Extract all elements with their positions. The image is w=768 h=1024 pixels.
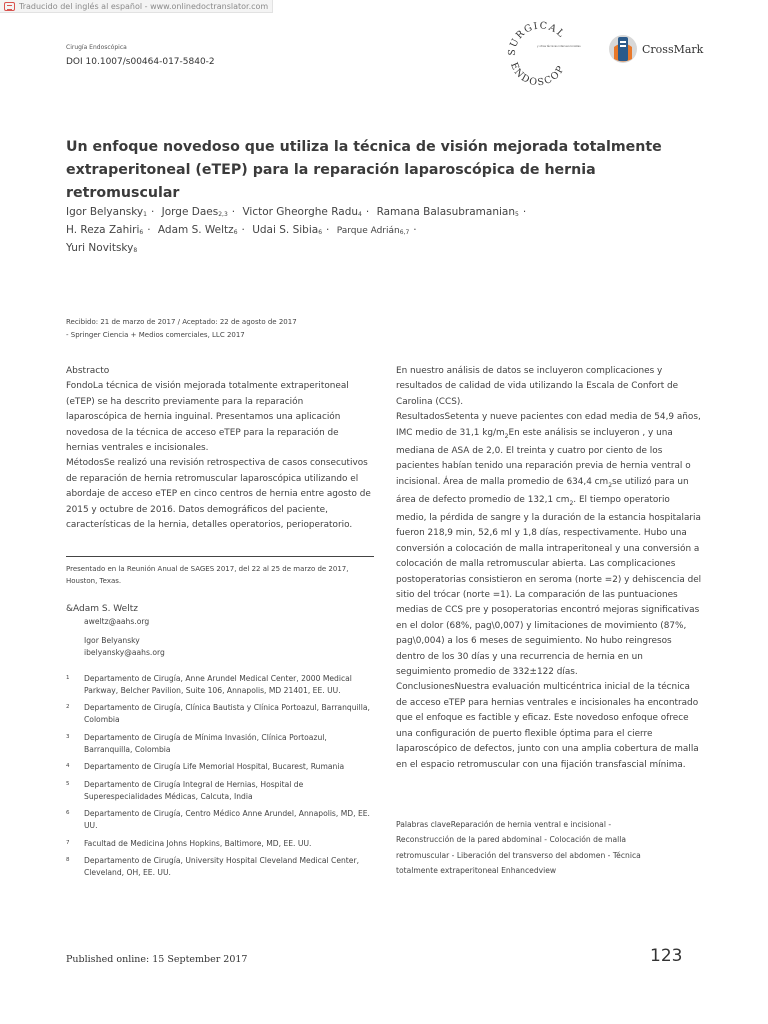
presented-line: Presentado en la Reunión Anual de SAGES 2017, del 22 al 25 de marzo de 2017, [66,565,349,573]
author[interactable]: Ramana Balasubramanian [376,206,516,218]
footnote-divider [66,556,374,557]
corresponding-contacts [66,603,374,659]
author-affiliation-mark: 6,7 [399,229,410,236]
author-affiliation-mark: 5 [515,211,519,218]
author-separator: · [147,224,151,236]
article-title [66,136,706,205]
abstract-line: seguimiento promedio de 332±122 días. [396,667,578,678]
title-line-1: Un enfoque novedoso que utiliza la técnica de visión mejorada totalmente [66,139,662,155]
abstract-line: 2015 y octubre de 2016. Datos demográficos del paciente, [66,504,328,515]
author-affiliation-mark: 6 [318,229,323,236]
surgical-endoscopy-logo-icon [505,20,605,90]
author-separator: · [522,206,527,218]
affiliation-item [66,761,374,773]
affiliation-number: 6 [66,810,70,817]
affiliation-number: 2 [66,704,70,711]
affiliation-item [66,808,374,831]
abstract-line: una configuración de puerto flexible óptima para el cierre [396,728,653,739]
translator-banner[interactable] [0,0,273,13]
abstract-line: fueron 218,9 min, 52,6 ml y 1,8 días, respectivamente. Hubo una [396,528,687,539]
contact-name: Igor Belyansky [84,636,140,645]
abstract-line: Carolina (CCS). [396,396,464,407]
text-run: se utilizó para un [612,476,689,487]
abstract-line: de reparación de hernia retromuscular laparoscópica utilizando el [66,473,359,484]
doi: DOI 10.1007/s00464-017-5840-2 [66,57,215,67]
author-affiliation-mark: 1 [143,211,147,218]
author-separator: · [326,224,330,236]
abstract-line: novedosa de la técnica de acceso eTEP para la reparación de [66,427,339,438]
abstract-line: medias de CCS pre y posoperatorias encontró mejoras significativas [396,605,700,616]
abstract-line: laparoscópico de defectos, junto con una amplia cobertura de malla [396,744,699,755]
crossmark-label: CrossMark [642,42,704,56]
abstract-line [396,493,708,511]
translator-link[interactable]: Traducido del inglés al español - www.onlinedoctranslator.com [19,1,269,11]
abstract-line: En nuestro análisis de datos se incluyeron complicaciones y [396,366,663,376]
affiliation-number: 4 [66,763,70,770]
received-dates [66,316,297,342]
abstract-line: ResultadosSetenta y nueve pacientes con edad media de 54,9 años, [396,412,701,423]
journal-name: Cirugía Endoscópica [66,44,127,51]
author[interactable]: Victor Gheorghe Radu [242,206,359,218]
author-affiliation-mark: 6 [233,229,238,236]
text-run: incisional. Área de malla promedio de 634,4 cm [396,476,609,487]
logo-bottom-text: ENDOSCOP [507,60,568,89]
superscript: 2 [569,499,574,507]
affiliation-text: Departamento de Cirugía, Centro Médico Anne Arundel, Annapolis, MD, EE. UU. [84,809,370,831]
text-run: . El tiempo operatorio [573,494,670,505]
author-affiliation-mark: 6 [139,229,144,236]
abstract-line [396,475,708,493]
affiliation-item [66,702,374,725]
affiliation-number: 8 [66,857,70,864]
abstract-line: que el enfoque es factible y eficaz. Este novedoso enfoque ofrece [396,713,689,724]
abstract-line: laparoscópica de hernia inguinal. Presentamos una aplicación [66,412,341,423]
author-affiliation-mark: 4 [358,211,362,218]
svg-text:SURGICAL [507,20,567,56]
abstract-line: pag\0,004) a los 6 meses de seguimiento. No hubo reingresos [396,636,672,647]
affiliation-text: Departamento de Cirugía Life Memorial Hospital, Bucarest, Rumania [84,762,345,772]
journal-logo [505,20,605,90]
author[interactable]: Yuri Novitsky [66,242,134,254]
affiliation-number: 3 [66,733,70,740]
author-separator: · [413,224,417,236]
presented-note [66,563,366,587]
author-separator: · [150,206,155,218]
logo-tagline: y otras técnicas intervencionistas [537,45,581,48]
affiliation-number: 5 [66,780,70,787]
abstract-line: medio, la pérdida de sangre y la duración de la estancia hospitalaria [396,513,701,523]
author[interactable]: Igor Belyansky [66,206,144,218]
logo-top-text: SURGICAL [506,20,568,57]
abstract-line: mediana de ASA de 2,0. El treinta y cuatro por ciento de los [396,445,663,456]
crossmark-badge[interactable] [608,33,703,65]
crossmark-icon [608,33,638,65]
abstract-line [396,426,708,444]
abstract-left-column [66,364,374,533]
superscript: 2 [608,481,613,489]
abstract-heading: Abstracto [66,366,110,376]
author[interactable]: Parque Adrián [336,226,400,236]
author[interactable]: Udai S. Sibia [252,224,319,236]
abstract-line: MétodosSe realizó una revisión retrospectiva de casos consecutivos [66,458,368,469]
author-affiliation-mark: 2,3 [218,211,228,218]
email-link[interactable]: aweltz@aahs.org [84,617,150,626]
abstract-line: ConclusionesNuestra evaluación multicéntrica inicial de la técnica [396,682,690,693]
affiliation-text: Departamento de Cirugía Integral de Hernias, Hospital de Superespecialidades Médicas, Calcuta, India [84,779,304,801]
affiliation-text: Departamento de Cirugía, Anne Arundel Medical Center, 2000 Medical Parkway, Belcher Pavilion, Suite 106, Annapolis, MD 21401, EE. UU. [84,674,352,695]
author-affiliation-mark: 8 [133,247,138,254]
affiliation-text: Facultad de Medicina Johns Hopkins, Baltimore, MD, EE. UU. [84,838,312,848]
author[interactable]: Adam S. Weltz [157,224,234,236]
published-date: Published online: 15 September 2017 [66,954,248,965]
presented-line: Houston, Texas. [66,577,122,585]
copyright-line: - Springer Ciencia + Medios comerciales, LLC 2017 [66,331,245,339]
affiliation-text: Departamento de Cirugía, Clínica Bautista y Clínica Portoazul, Barranquilla, Colombia [84,703,370,725]
abstract-line: colocación de malla retromuscular abierta. Las complicaciones [396,559,676,570]
abstract-line: de acceso eTEP para hernias ventrales e incisionales ha encontrado [396,697,699,708]
author-separator: · [241,224,245,236]
author-separator: · [365,206,370,218]
affiliations-list [66,673,374,879]
affiliation-item [66,855,374,878]
author[interactable]: Jorge Daes [161,206,219,218]
keywords-line: Palabras claveReparación de hernia ventral e incisional - [396,820,612,829]
abstract-line: pacientes habían tenido una reparación previa de hernia ventral o [396,461,691,472]
title-line-2: extraperitoneal (eTEP) para la reparación laparoscópica de hernia retromuscular [66,162,596,201]
email-link[interactable]: ibelyansky@aahs.org [84,648,165,657]
abstract-line: resultados de calidad de vida utilizando la Escala de Confort de [396,381,679,392]
superscript: 2 [504,432,509,440]
text-run: IMC medio de 31,1 kg/m [396,427,505,438]
abstract-line: hernias ventrales e incisionales. [66,443,209,454]
keywords-line: totalmente extraperitoneal Enhancedview [396,866,557,876]
keywords-line: retromuscular - Liberación del transverso del abdomen - Técnica [396,850,641,860]
keywords [396,817,686,879]
text-run: En este análisis se incluyeron , y una [508,427,673,438]
text-run: área de defecto promedio de 132,1 cm [396,494,570,505]
abstract-line: en el espacio retromuscular con una fijación transfascial mínima. [396,759,686,770]
affiliation-item [66,779,374,802]
page-number: 123 [650,946,683,966]
abstract-line: sitio del trócar (norte =1). La comparación de las puntuaciones [396,590,678,601]
abstract-line: abordaje de acceso eTEP en cinco centros de hernia entre agosto de [66,489,371,500]
affiliation-item [66,673,374,696]
received-line: Recibido: 21 de marzo de 2017 / Aceptado: 22 de agosto de 2017 [66,318,297,326]
keywords-line: Reconstrucción de la pared abdominal - Colocación de malla [396,835,626,845]
author[interactable]: H. Reza Zahiri [66,224,140,236]
author-list [66,204,706,258]
corresponding-author: &Adam S. Weltz [66,604,138,614]
abstract-line: en el dolor (68%, pag\0,007) y limitaciones de movimiento (87%, [396,620,687,631]
affiliation-text: Departamento de Cirugía, University Hospital Cleveland Medical Center, Cleveland, OH, EE. UU. [84,856,359,878]
abstract-line: características de la hernia, detalles operatorios, perioperatorio. [66,520,353,531]
affiliation-item [66,838,374,850]
abstract-line: postoperatorias consistieron en seroma (norte =2) y dehiscencia del [396,574,702,585]
abstract-line: dentro de los 30 días y una recurrencia de hernia en un [396,651,643,662]
abstract-line: conversión a colocación de malla intraperitoneal y una conversión a [396,543,700,554]
abstract-line: (eTEP) se ha descrito previamente para la reparación [66,396,304,407]
affiliation-number: 7 [66,839,70,846]
translate-icon [4,2,15,11]
abstract-line: FondoLa técnica de visión mejorada totalmente extraperitoneal [66,381,349,392]
author-separator: · [231,206,236,218]
affiliation-item [66,732,374,755]
affiliation-text: Departamento de Cirugía de Mínima Invasión, Clínica Portoazul, Barranquilla, Colombia [84,732,327,754]
affiliation-number: 1 [66,675,70,681]
abstract-right-column [396,364,708,773]
